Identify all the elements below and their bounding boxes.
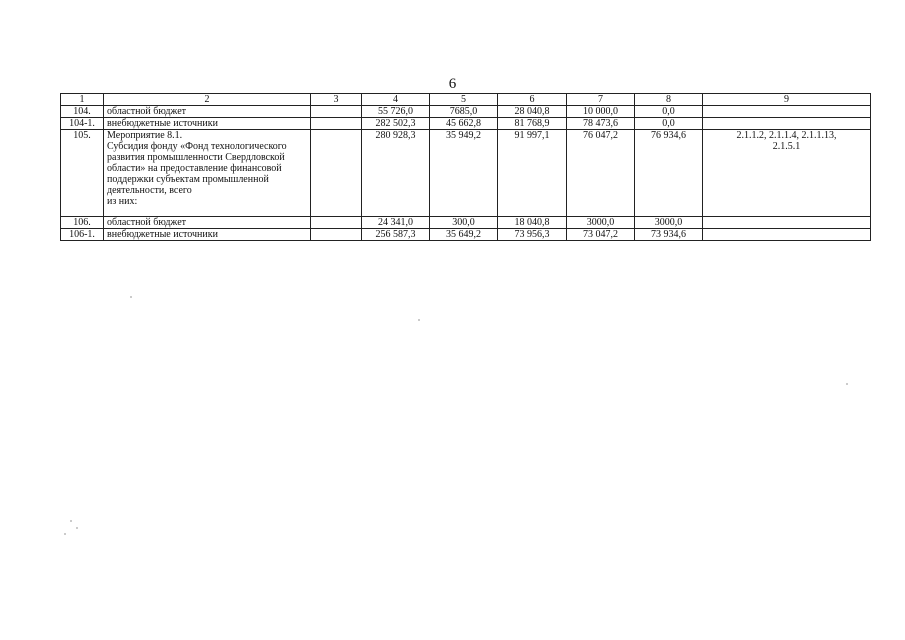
cell-col8: 0,0 xyxy=(635,118,703,130)
row-name-line: Субсидия фонду «Фонд технологического xyxy=(107,141,287,152)
cell-col6: 81 768,9 xyxy=(498,118,567,130)
cell-col5: 45 662,8 xyxy=(430,118,498,130)
cell-col9 xyxy=(703,217,871,229)
cell-col4: 55 726,0 xyxy=(362,106,430,118)
cell-col4: 256 587,3 xyxy=(362,229,430,241)
row-index: 106. xyxy=(61,217,104,229)
scan-speck xyxy=(70,520,72,522)
page-number: 6 xyxy=(448,76,457,92)
row-name: областной бюджет xyxy=(104,106,311,118)
cell-col5: 300,0 xyxy=(430,217,498,229)
cell-col5: 35 649,2 xyxy=(430,229,498,241)
cell-col9 xyxy=(703,229,871,241)
cell-col6: 28 040,8 xyxy=(498,106,567,118)
cell-col3 xyxy=(311,130,362,217)
cell-col3 xyxy=(311,118,362,130)
column-header: 9 xyxy=(703,94,871,106)
cell-col7: 76 047,2 xyxy=(567,130,635,217)
cell-col6: 18 040,8 xyxy=(498,217,567,229)
row-name-line: деятельности, всего xyxy=(107,185,192,196)
row-name-line: развития промышленности Свердловской xyxy=(107,152,285,163)
cell-col9 xyxy=(703,106,871,118)
row-name: внебюджетные источники xyxy=(104,229,311,241)
cell-col7: 78 473,6 xyxy=(567,118,635,130)
cell-col3 xyxy=(311,229,362,241)
header-row xyxy=(61,94,871,106)
cell-col8: 76 934,6 xyxy=(635,130,703,217)
cell-col8: 73 934,6 xyxy=(635,229,703,241)
table-row xyxy=(61,130,871,217)
column-header: 1 xyxy=(61,94,104,106)
row-name: областной бюджет xyxy=(104,217,311,229)
table-row xyxy=(61,229,871,241)
cell-col5: 7685,0 xyxy=(430,106,498,118)
cell-col3 xyxy=(311,217,362,229)
row-index: 105. xyxy=(61,130,104,217)
row-name-line: области» на предоставление финансовой xyxy=(107,163,282,174)
row-name xyxy=(104,130,311,217)
row-name-line: Мероприятие 8.1. xyxy=(107,130,183,141)
cell-col5: 35 949,2 xyxy=(430,130,498,217)
cell-col6: 73 956,3 xyxy=(498,229,567,241)
cell-col7: 10 000,0 xyxy=(567,106,635,118)
table-row xyxy=(61,118,871,130)
scan-speck xyxy=(76,527,78,529)
target-line: 2.1.5.1 xyxy=(772,141,801,152)
cell-col7: 3000,0 xyxy=(567,217,635,229)
budget-table xyxy=(60,93,871,241)
cell-col8: 3000,0 xyxy=(635,217,703,229)
cell-col3 xyxy=(311,106,362,118)
cell-col7: 73 047,2 xyxy=(567,229,635,241)
cell-col8: 0,0 xyxy=(635,106,703,118)
row-name: внебюджетные источники xyxy=(104,118,311,130)
target-line: 2.1.1.2, 2.1.1.4, 2.1.1.13, xyxy=(736,130,837,141)
row-name-line: из них: xyxy=(107,196,138,207)
scan-speck xyxy=(846,383,848,385)
row-index: 104. xyxy=(61,106,104,118)
row-name-line: поддержки субъектам промышленной xyxy=(107,174,269,185)
cell-col6: 91 997,1 xyxy=(498,130,567,217)
cell-col4: 280 928,3 xyxy=(362,130,430,217)
row-index: 106-1. xyxy=(61,229,104,241)
cell-col4: 282 502,3 xyxy=(362,118,430,130)
column-header: 4 xyxy=(362,94,430,106)
scan-speck xyxy=(64,533,66,535)
scan-speck xyxy=(130,296,132,298)
column-header: 7 xyxy=(567,94,635,106)
table-row xyxy=(61,106,871,118)
cell-col9 xyxy=(703,130,871,217)
cell-col9 xyxy=(703,118,871,130)
column-header: 5 xyxy=(430,94,498,106)
column-header: 6 xyxy=(498,94,567,106)
row-index: 104-1. xyxy=(61,118,104,130)
cell-col4: 24 341,0 xyxy=(362,217,430,229)
column-header: 3 xyxy=(311,94,362,106)
scan-speck xyxy=(418,319,420,321)
table-row xyxy=(61,217,871,229)
column-header: 8 xyxy=(635,94,703,106)
column-header: 2 xyxy=(104,94,311,106)
